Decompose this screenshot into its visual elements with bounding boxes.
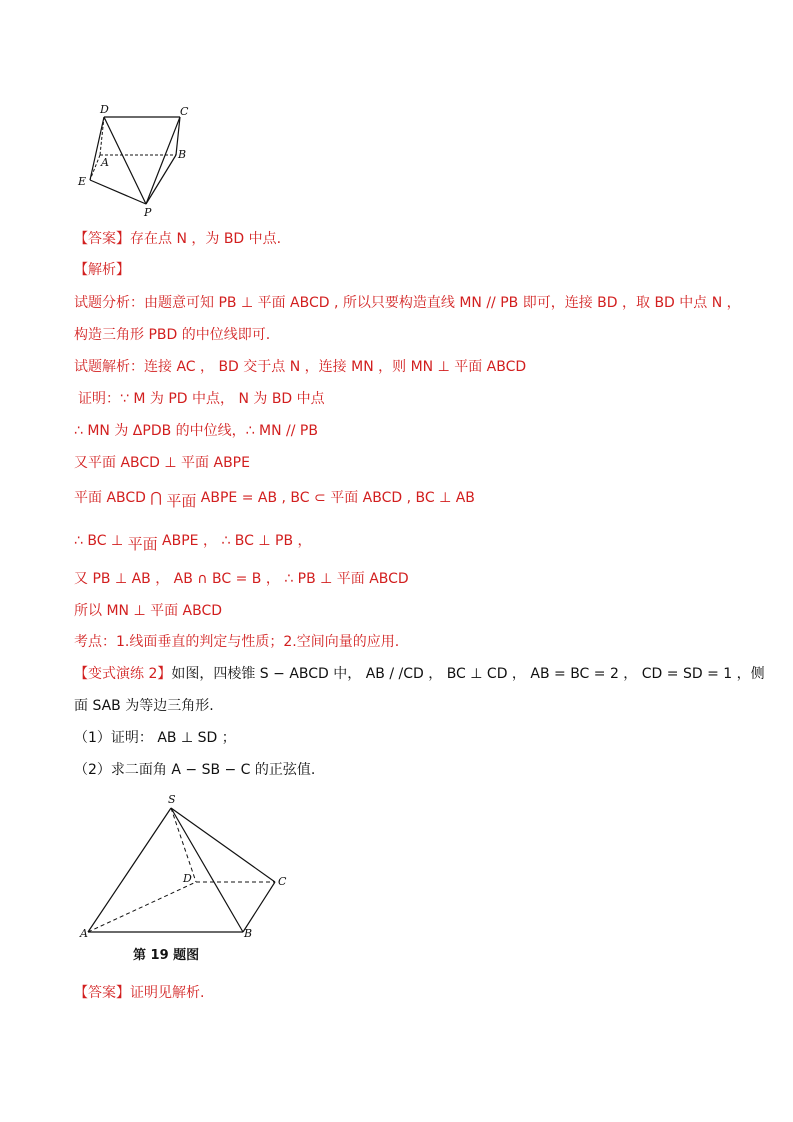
label-A: A bbox=[101, 156, 109, 169]
answer-1 bbox=[74, 229, 281, 249]
label-E: E bbox=[78, 175, 87, 188]
label-B: B bbox=[178, 148, 187, 161]
figure-2-caption: 第 19 题图 bbox=[133, 948, 200, 963]
question-2: （2）求二面角 A − SB − C 的正弦值. bbox=[74, 762, 316, 778]
answer-text: 存在点 N ，为 BD 中点. bbox=[130, 231, 282, 247]
question-1: （1）证明： AB ⊥ SD ； bbox=[74, 730, 236, 746]
label-D: D bbox=[100, 103, 109, 116]
line-8-part-b: 平面 bbox=[127, 535, 158, 553]
label-B2: B bbox=[244, 927, 253, 940]
line-7-part-a: 平面 ABCD ⋂ bbox=[74, 490, 167, 506]
analysis-line-9: 又 PB ⊥ AB ， AB ∩ BC = B ， ∴ PB ⊥ 平面 ABCD bbox=[74, 571, 409, 587]
label-C2: C bbox=[278, 875, 287, 888]
variant-text-1: 如图，四棱锥 S − ABCD 中， AB / /CD ， BC ⊥ CD ， AB = BC = 2 ， CD = SD = 1 ，侧 bbox=[171, 666, 765, 682]
line-7-part-b: 平面 bbox=[166, 492, 197, 510]
variant-line-2: 面 SAB 为等边三角形. bbox=[74, 698, 214, 714]
analysis-line-8 bbox=[74, 531, 312, 554]
analysis-line-5: ∴ MN 为 ΔPDB 的中位线，∴ MN // PB bbox=[74, 423, 318, 439]
label-C: C bbox=[180, 105, 189, 118]
analysis-line-7 bbox=[74, 488, 475, 511]
analysis-line-2: 构造三角形 PBD 的中位线即可. bbox=[74, 327, 271, 343]
analysis-tag: 【解析】 bbox=[74, 262, 130, 278]
analysis-line-1: 试题分析：由题意可知 PB ⊥ 平面 ABCD , 所以只要构造直线 MN // PB 即可，连接 BD ，取 BD 中点 N ， bbox=[74, 295, 741, 311]
analysis-line-3: 试题解析：连接 AC ， BD 交于点 N ，连接 MN ，则 MN ⊥ 平面 ABCD bbox=[74, 359, 527, 375]
answer-tag: 【答案】 bbox=[74, 231, 130, 247]
label-A2: A bbox=[80, 927, 88, 940]
answer-2 bbox=[74, 983, 204, 1003]
label-P: P bbox=[144, 206, 152, 219]
answer-2-tag: 【答案】 bbox=[74, 985, 130, 1001]
analysis-line-6: 又平面 ABCD ⊥ 平面 ABPE bbox=[74, 455, 250, 471]
variant-tag: 【变式演练 2】 bbox=[74, 666, 172, 682]
answer-2-text: 证明见解析. bbox=[130, 985, 205, 1001]
analysis-line-10: 所以 MN ⊥ 平面 ABCD bbox=[74, 603, 223, 619]
figure-1-solid-diagram bbox=[70, 100, 200, 220]
line-7-part-c: ABPE = AB , BC ⊂ 平面 ABCD , BC ⊥ AB bbox=[196, 490, 475, 506]
figure-2-pyramid-diagram bbox=[78, 790, 298, 940]
label-D2: D bbox=[183, 872, 192, 885]
line-8-part-a: ∴ BC ⊥ bbox=[74, 533, 128, 549]
analysis-line-4: 证明：∵ M 为 PD 中点， N 为 BD 中点 bbox=[78, 391, 325, 407]
analysis-line-11: 考点：1.线面垂直的判定与性质；2.空间向量的应用. bbox=[74, 634, 400, 650]
variant-line-1 bbox=[74, 664, 765, 684]
label-S: S bbox=[168, 793, 176, 806]
line-8-part-c: ABPE ， ∴ BC ⊥ PB ， bbox=[157, 533, 312, 549]
